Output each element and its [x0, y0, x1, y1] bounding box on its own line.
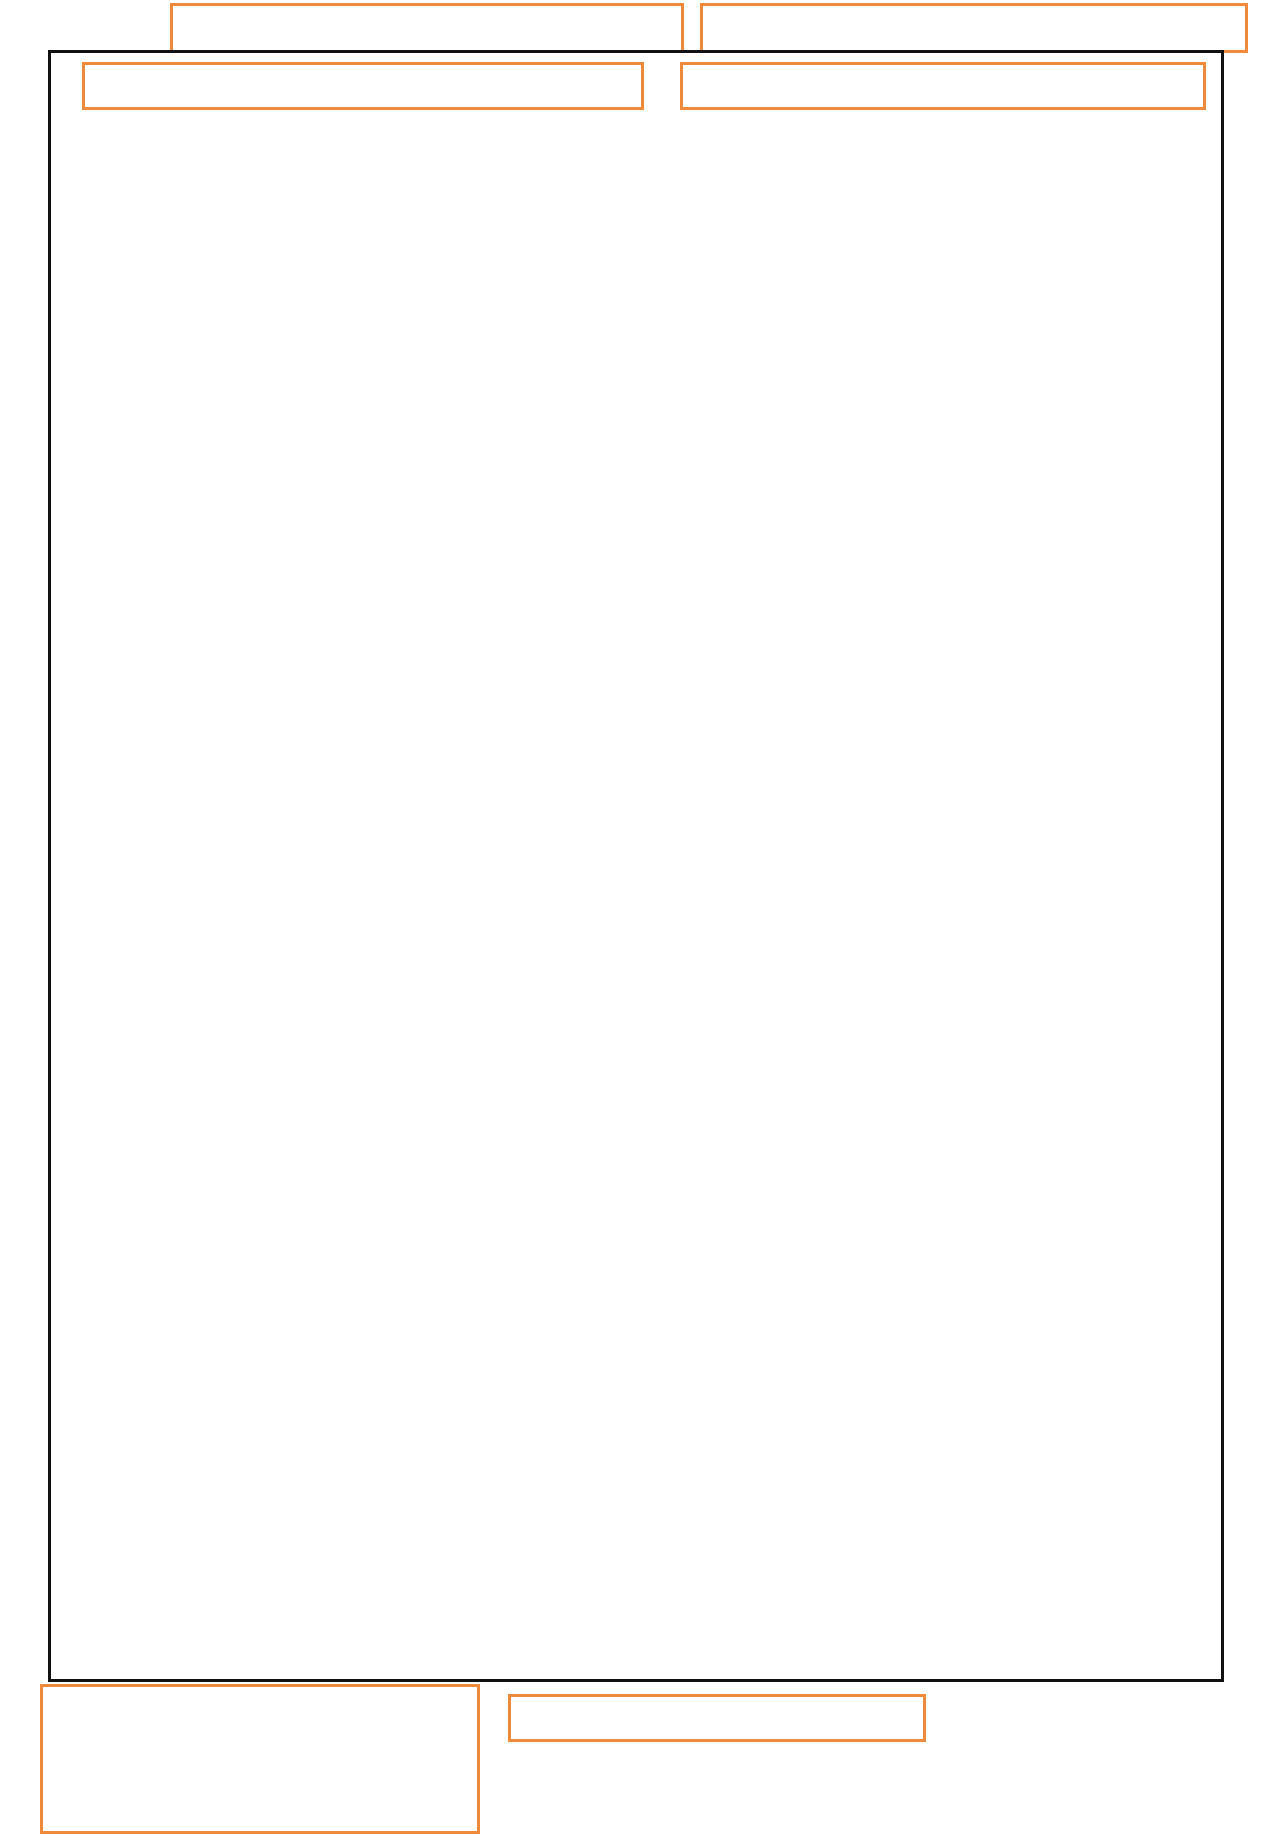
top-left-box: [170, 3, 684, 53]
top-right-box: [700, 3, 1248, 53]
frame-right-box: [680, 62, 1206, 110]
frame-left-box: [82, 62, 644, 110]
schools-box: [40, 1684, 480, 1834]
main-frame: [48, 50, 1224, 1682]
kief-box: [508, 1694, 926, 1742]
